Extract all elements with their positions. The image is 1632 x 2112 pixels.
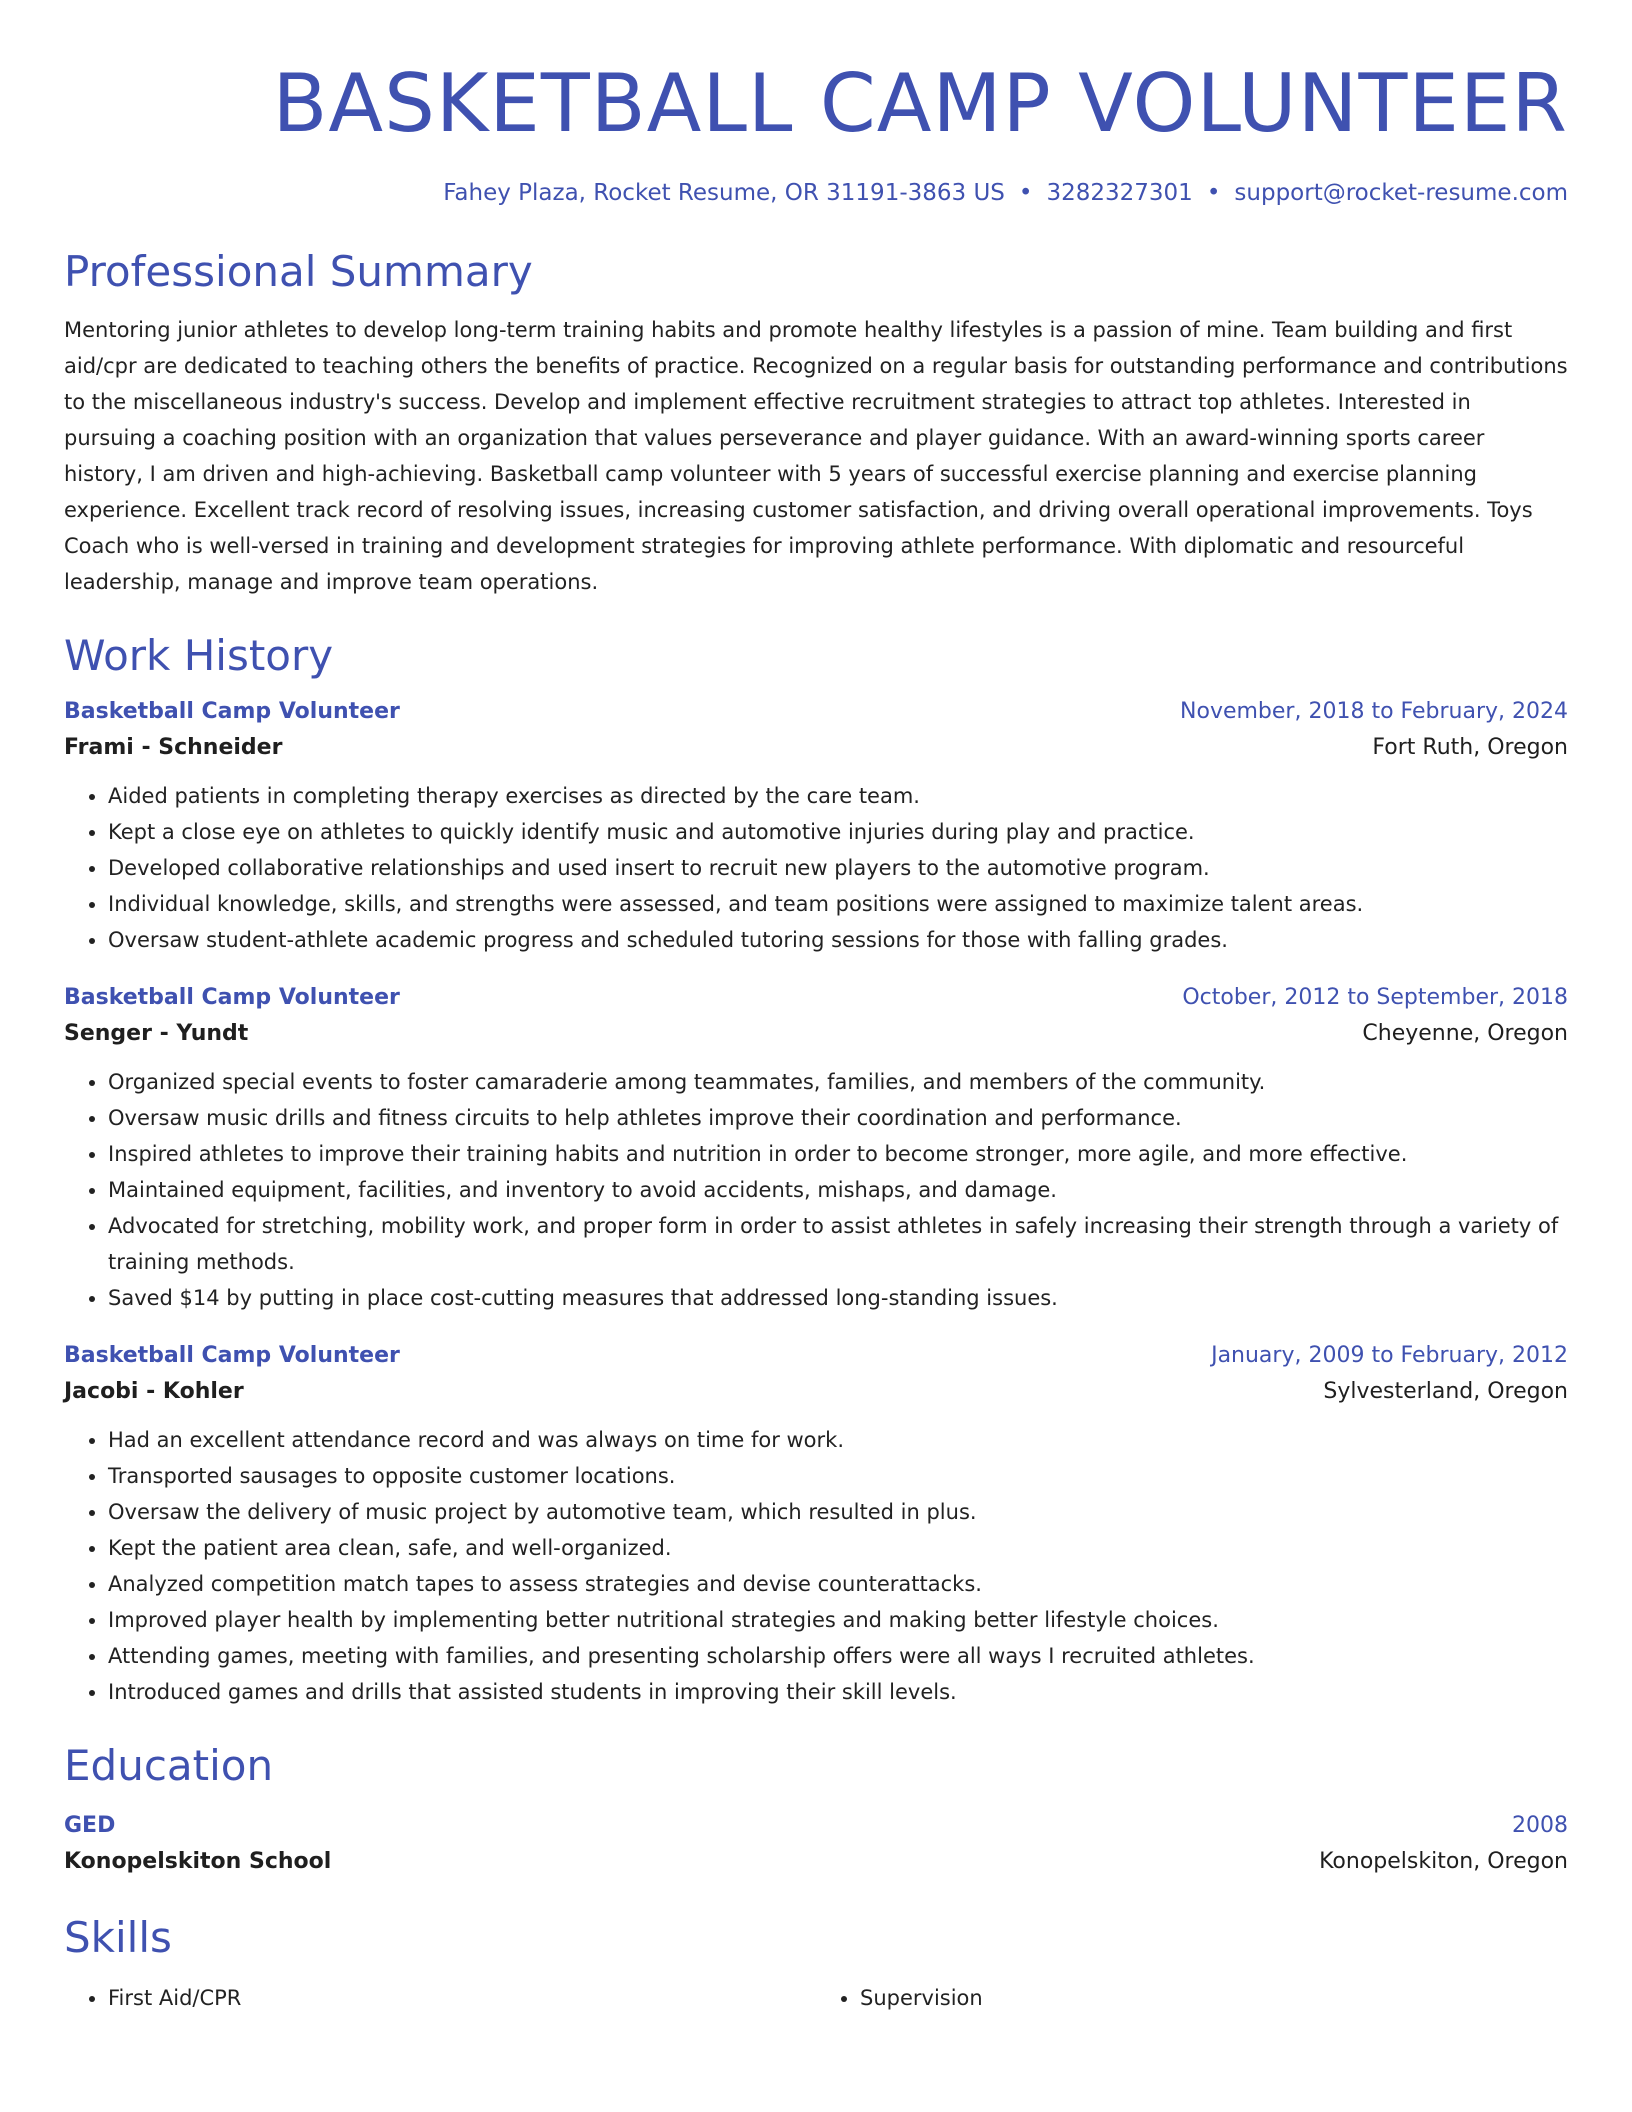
job-dates: November, 2018 to February, 2024 — [1180, 699, 1568, 724]
summary-text: Mentoring junior athletes to develop long-term training habits and promote healthy lifestyles is a passion of mine. Team building and first aid/cpr are dedicated to teaching others the benefits of practice. Recognized on a regular basis for outstanding performance and contributions to the miscellaneous industry's success. Develop and implement effective recruitment strategies to attract top athletes. Interested in pursuing a coaching position with an organization that values perseverance and player guidance. With an award-winning sports career history, I am driven and high-achieving. Basketball camp volunteer with 5 years of successful exercise planning and exercise planning experience. Excellent track record of resolving issues, increasing customer satisfaction, and driving overall operational improvements. Toys Coach who is well-versed in training and development strategies for improving athlete performance. With diplomatic and resourceful leadership, manage and improve team operations. — [64, 318, 1568, 594]
list-item: • Maintained equipment, facilities, and inventory to avoid accidents, mishaps, and damage. — [108, 1172, 1568, 1208]
list-item: • Transported sausages to opposite customer locations. — [108, 1458, 1568, 1494]
list-item: • Oversaw student-athlete academic progress and scheduled tutoring sessions for those with falling grades. — [108, 922, 1568, 958]
resume-page — [64, 0, 1568, 2016]
list-item: • Oversaw the delivery of music project by automotive team, which resulted in plus. — [108, 1494, 1568, 1530]
education-heading: Education — [64, 1741, 274, 1790]
list-item: • Aided patients in completing therapy exercises as directed by the care team. — [108, 778, 1568, 814]
contact-email: support@rocket-resume.com — [1234, 180, 1568, 206]
list-item: • Introduced games and drills that assisted students in improving their skill levels. — [108, 1674, 1568, 1710]
education-location: Konopelskiton, Oregon — [1319, 1849, 1568, 1874]
contact-phone: 3282327301 — [1046, 180, 1193, 206]
job-bullets — [64, 1422, 1568, 1710]
list-item: • Attending games, meeting with families, and presenting scholarship offers were all ways I recruited athletes. — [108, 1638, 1568, 1674]
list-item: • Saved $14 by putting in place cost-cutting measures that addressed long-standing issues. — [108, 1280, 1568, 1316]
education-school: Konopelskiton School — [64, 1849, 332, 1874]
contact-separator: • — [1206, 180, 1221, 206]
education-degree: GED — [64, 1813, 116, 1838]
job-company-row — [64, 730, 1568, 766]
job-location: Cheyenne, Oregon — [1362, 1021, 1568, 1046]
job-bullets — [64, 1064, 1568, 1316]
job-entry — [64, 980, 1568, 1316]
job-title: Basketball Camp Volunteer — [64, 985, 400, 1010]
job-company-row — [64, 1374, 1568, 1410]
education-degree-row — [64, 1808, 1568, 1844]
job-dates: January, 2009 to February, 2012 — [1211, 1343, 1568, 1368]
list-item: • Analyzed competition match tapes to assess strategies and devise counterattacks. — [108, 1566, 1568, 1602]
list-item: • Kept a close eye on athletes to quickly identify music and automotive injuries during play and practice. — [108, 814, 1568, 850]
job-entry — [64, 694, 1568, 958]
skill-item: • First Aid/CPR — [108, 1980, 816, 2016]
job-company: Jacobi - Kohler — [64, 1379, 244, 1404]
education-school-row — [64, 1844, 1568, 1880]
job-bullets — [64, 778, 1568, 958]
job-title-row — [64, 980, 1568, 1016]
job-company-row — [64, 1016, 1568, 1052]
skills-heading: Skills — [64, 1913, 172, 1962]
list-item: • Developed collaborative relationships and used insert to recruit new players to the automotive program. — [108, 850, 1568, 886]
contact-address: Fahey Plaza, Rocket Resume, OR 31191-3863 US — [443, 180, 1005, 206]
list-item: • Inspired athletes to improve their training habits and nutrition in order to become stronger, more agile, and more effective. — [108, 1136, 1568, 1172]
job-title: Basketball Camp Volunteer — [64, 1343, 400, 1368]
job-location: Sylvesterland, Oregon — [1323, 1379, 1568, 1404]
summary-heading: Professional Summary — [64, 247, 533, 296]
contact-separator: • — [1018, 180, 1033, 206]
skill-item: • Supervision — [860, 1980, 1568, 2016]
skills-column-left — [64, 1980, 816, 2016]
job-company: Senger - Yundt — [64, 1021, 249, 1046]
job-title-row — [64, 1338, 1568, 1374]
work-history-heading: Work History — [64, 631, 334, 680]
list-item: • Individual knowledge, skills, and strengths were assessed, and team positions were assigned to maximize talent areas. — [108, 886, 1568, 922]
job-location: Fort Ruth, Oregon — [1372, 735, 1568, 760]
job-title: Basketball Camp Volunteer — [64, 699, 400, 724]
job-title-row — [64, 694, 1568, 730]
list-item: • Had an excellent attendance record and was always on time for work. — [108, 1422, 1568, 1458]
list-item: • Improved player health by implementing better nutritional strategies and making better lifestyle choices. — [108, 1602, 1568, 1638]
list-item: • Advocated for stretching, mobility work, and proper form in order to assist athletes in safely increasing their strength through a variety of training methods. — [108, 1208, 1568, 1280]
education-year: 2008 — [1512, 1813, 1568, 1838]
job-company: Frami - Schneider — [64, 735, 283, 760]
page-title: BASKETBALL CAMP VOLUNTEER — [272, 57, 1568, 150]
skills-list — [64, 1980, 1568, 2016]
education-entry — [64, 1808, 1568, 1880]
list-item: • Kept the patient area clean, safe, and well-organized. — [108, 1530, 1568, 1566]
list-item: • Organized special events to foster camaraderie among teammates, families, and members of the community. — [108, 1064, 1568, 1100]
job-entry — [64, 1338, 1568, 1710]
skills-column-right — [816, 1980, 1568, 2016]
list-item: • Oversaw music drills and fitness circuits to help athletes improve their coordination and performance. — [108, 1100, 1568, 1136]
job-dates: October, 2012 to September, 2018 — [1182, 985, 1568, 1010]
contact-line — [64, 176, 1568, 210]
